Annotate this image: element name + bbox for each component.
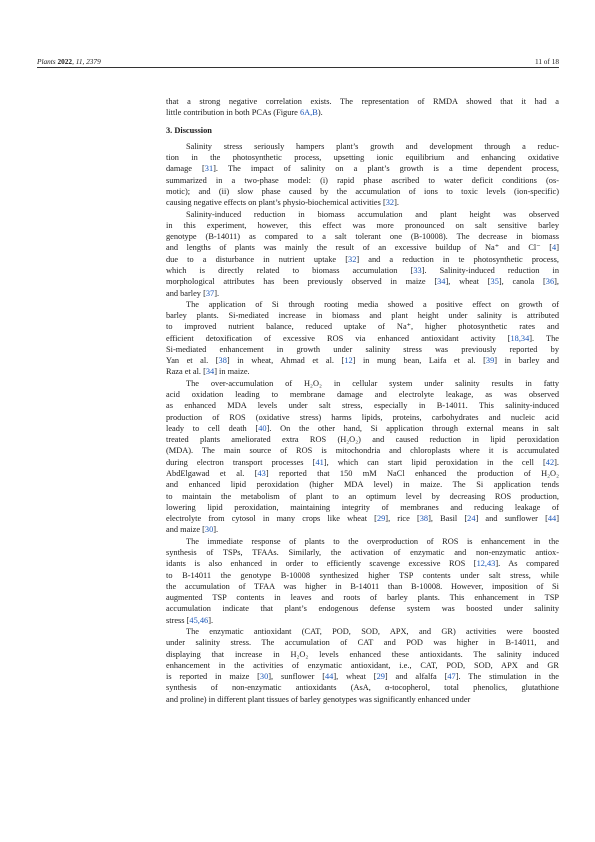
citation-link[interactable]: 39 — [485, 356, 495, 366]
text-line: due to a disturbance in nutrient uptake [32] and a reduction in te photosynthetic process, — [166, 254, 559, 264]
citation-link[interactable]: 44 — [324, 672, 334, 682]
citation-link[interactable]: 24 — [467, 514, 476, 524]
text-line: and enhanced lipid peroxidation (higher MDA level) in maize. The Si application tends — [166, 480, 559, 490]
text-line: Yan et al. [38] in wheat, Ahmad et al. [12] in mung bean, Laifa et al. [39] in barley and — [166, 356, 559, 366]
citation-link[interactable]: 31 — [204, 164, 214, 174]
text-line: damage [31]. The impact of salinity on a plant’s growth is a time dependent process, — [166, 164, 560, 174]
running-header-journal — [37, 57, 101, 66]
text-line: The over-accumulation of H₂O₂ in cellular system under salinity results in fatty — [186, 378, 559, 388]
text-line: treated plants ameliorated extra ROS (H₂O₂) and caused reduction in lipid peroxidation — [166, 435, 559, 445]
text-line: and lengths of plants was mainly the result of an excessive buildup of Na⁺ and Cl⁻ [4] — [166, 243, 559, 253]
text-line: causing negative effects on plant’s physio-biochemical activities [32]. — [166, 198, 399, 208]
text-line: to B-14011 the genotype B-10008 synthesized higher TSP contents under salt stress, while — [166, 570, 559, 580]
citation-link[interactable]: 44 — [547, 514, 557, 524]
text-line: enhancement in the activities of enzymatic antioxidant, i.e., CAT, POD, SOD, APX and GR — [166, 660, 559, 670]
citation-link[interactable]: 45,46 — [189, 615, 209, 625]
text-line: accumulation indicate that plant’s endogenous defense system was boosted under salinity — [166, 604, 559, 614]
text-line: Salinity stress seriously hampers plant’s growth and development through a reduc- — [186, 141, 559, 151]
figure-reference-link[interactable]: 6A,B — [299, 108, 318, 118]
citation-link[interactable]: 42 — [545, 457, 555, 467]
text-line: under salinity stress. The accumulation of CAT and POD was higher in B-14011, and — [166, 638, 559, 648]
text-line: stress [45,46]. — [166, 615, 214, 625]
discussion-paragraph — [166, 626, 559, 705]
text-line: acid oxidation leading to membrane damage and electrolyte leakage, as was observed — [166, 390, 559, 400]
text-line: The enzymatic antioxidant (CAT, POD, SOD, APX, and GR) activities were boosted — [186, 626, 559, 636]
citation-link[interactable]: 41 — [315, 457, 324, 467]
text-line: Si-mediated enhancement in growth under salinity stress was previously reported by — [166, 344, 559, 354]
citation-link[interactable]: 33 — [413, 265, 422, 275]
discussion-paragraph — [166, 141, 559, 209]
intro-paragraph — [166, 96, 559, 119]
citation-link[interactable]: 37 — [205, 288, 215, 298]
text-line: leady to cell death [40]. On the other hand, Si application through external means in salt — [166, 423, 559, 433]
text-line: to maintain the metabolism of plant to an optimum level by decreasing ROS production, — [166, 491, 559, 501]
text-line: motic); and (ii) slow phase caused by the accumulation of ions to toxic levels (ion-specific) — [166, 186, 559, 196]
text-line: morphological attributes has been previously observed in maize [34], wheat [35], canola [36], — [166, 277, 560, 287]
text-line: lowering lipid peroxidation, maintaining integrity of membranes and reducing leakage of — [166, 502, 559, 512]
text-line: Salinity-induced reduction in biomass accumulation and plant height was observed — [186, 209, 559, 219]
citation-link[interactable]: 32 — [385, 198, 395, 208]
text-line: tion in the photosynthetic process, upsetting ionic equilibrium and enhancing oxidative — [166, 153, 559, 163]
text-line: and maize [30]. — [166, 525, 219, 535]
citation-link[interactable]: 29 — [376, 672, 385, 682]
text-line: as enhanced MDA levels under salt stress, especially in B-14011. This salinity-induced — [166, 401, 559, 411]
discussion-paragraphs — [166, 141, 559, 705]
text-line: which is directly related to biomass accumulation [33]. Salinity-induced reduction in — [166, 265, 559, 275]
citation-link[interactable]: 35 — [490, 277, 499, 287]
citation-link[interactable]: 36 — [545, 277, 555, 287]
section-heading: 3. Discussion — [166, 125, 212, 135]
journal-name: Plants — [37, 57, 56, 66]
text-line: in this experiment, however, this effect was more pronounced on salt sensitive barley — [166, 220, 559, 230]
text-line: and barley [37]. — [166, 288, 220, 298]
citation-link[interactable]: 4 — [552, 243, 557, 253]
citation-link[interactable]: 43 — [257, 469, 266, 478]
citation-link[interactable]: 40 — [258, 423, 267, 433]
citation-link[interactable]: 12,43 — [476, 559, 496, 569]
citation-link[interactable]: 18,34 — [510, 333, 530, 343]
citation-link[interactable]: 34 — [205, 367, 215, 377]
text-line: displaying that increase in H₂O₂ levels enhanced these antioxidants. The salinity induced — [166, 649, 559, 659]
citation-link[interactable]: 12 — [344, 356, 353, 366]
text-line: and proline) in different plant tissues of barley genotypes was significantly enhanced under — [166, 694, 471, 704]
citation-link[interactable]: 38 — [218, 356, 227, 366]
citation-link[interactable]: 30 — [259, 672, 269, 682]
journal-volume-pages: , 11, 2379 — [72, 57, 101, 66]
text-line: the accumulation of TFAA was higher in B-14011 than B-10008. However, imposition of Si — [166, 581, 559, 591]
citation-link[interactable]: 34 — [437, 277, 446, 287]
text-line: summarized in a two-phase model: (i) rapid phase ascribed to water deficit conditions (os- — [166, 175, 559, 185]
discussion-paragraph — [166, 209, 559, 299]
discussion-paragraph — [166, 536, 559, 626]
discussion-paragraph — [166, 299, 559, 378]
text-line: barley plants. Si-mediated increase in biomass and plant height under salinity is attributed — [166, 311, 559, 321]
text-line: idants is also enhanced in order to efficiently scavenge excessive ROS [12,43]. As compared — [166, 559, 559, 569]
text-line: synthesis of non-enzymatic antioxidants (AsA, α-tocopherol, total phenolics, glutathione — [166, 683, 559, 693]
citation-link[interactable]: 29 — [376, 514, 386, 524]
citation-link[interactable]: 47 — [447, 672, 456, 682]
journal-year: 2022 — [57, 57, 73, 66]
text-line: The immediate response of plants to the overproduction of ROS is enhancement in the — [186, 536, 559, 546]
text-line: augmented TSP contents in leaves and roots of barley plants. This enhancement in TSP — [166, 593, 559, 603]
page-number: 11 of 18 — [534, 57, 559, 66]
citation-link[interactable]: 38 — [419, 514, 429, 524]
text-line: production of ROS (oxidative stress) harms lipids, proteins, carbohydrates and nucleic acid — [166, 412, 559, 422]
citation-link[interactable]: 32 — [348, 254, 357, 264]
text-line: is reported in maize [30], sunflower [44], wheat [29] and alfalfa [47]. The stimulation in the — [166, 672, 560, 682]
text-line: Raza et al. [34] in maize. — [166, 367, 250, 377]
text-line: The application of Si through rooting media showed a positive effect on growth of — [186, 299, 559, 309]
text-line: genotype (B-14011) as compared to a salt tolerant one (B-10008). The decrease in biomass — [166, 232, 559, 242]
text-line: AbdElgawad et al. [43] reported that 150 mM NaCl enhanced the production of H₂O₂ — [166, 469, 559, 478]
main-text — [166, 96, 559, 705]
text-line: during electron transport processes [41], which can start lipid peroxidation in the cell [42]. — [166, 457, 559, 467]
text-line: efficient detoxification of excessive ROS via enhanced antioxidant activity [18,34]. The — [166, 333, 559, 343]
text-line: that a strong negative correlation exists. The representation of RMDA showed that it had a — [166, 97, 559, 106]
text-line: electrolyte from cytosol in many crops like wheat [29], rice [38], Basil [24] and sunflower [44] — [166, 514, 559, 524]
citation-link[interactable]: 30 — [204, 525, 214, 535]
text-line: to improved nutrient balance, reduced uptake of Na⁺, higher photosynthetic rates and — [166, 322, 559, 332]
discussion-paragraph — [166, 378, 559, 536]
text-line: synthesis of TSPs, TFAAs. Similarly, the activation of enzymatic and non-enzymatic antiox- — [166, 547, 559, 557]
header-rule — [37, 67, 559, 68]
text-line: little contribution in both PCAs (Figure 6A,B). — [166, 108, 323, 118]
text-line: (MDA). The main source of ROS is mitochondria and chloroplasts where it is accumulated — [166, 446, 559, 456]
